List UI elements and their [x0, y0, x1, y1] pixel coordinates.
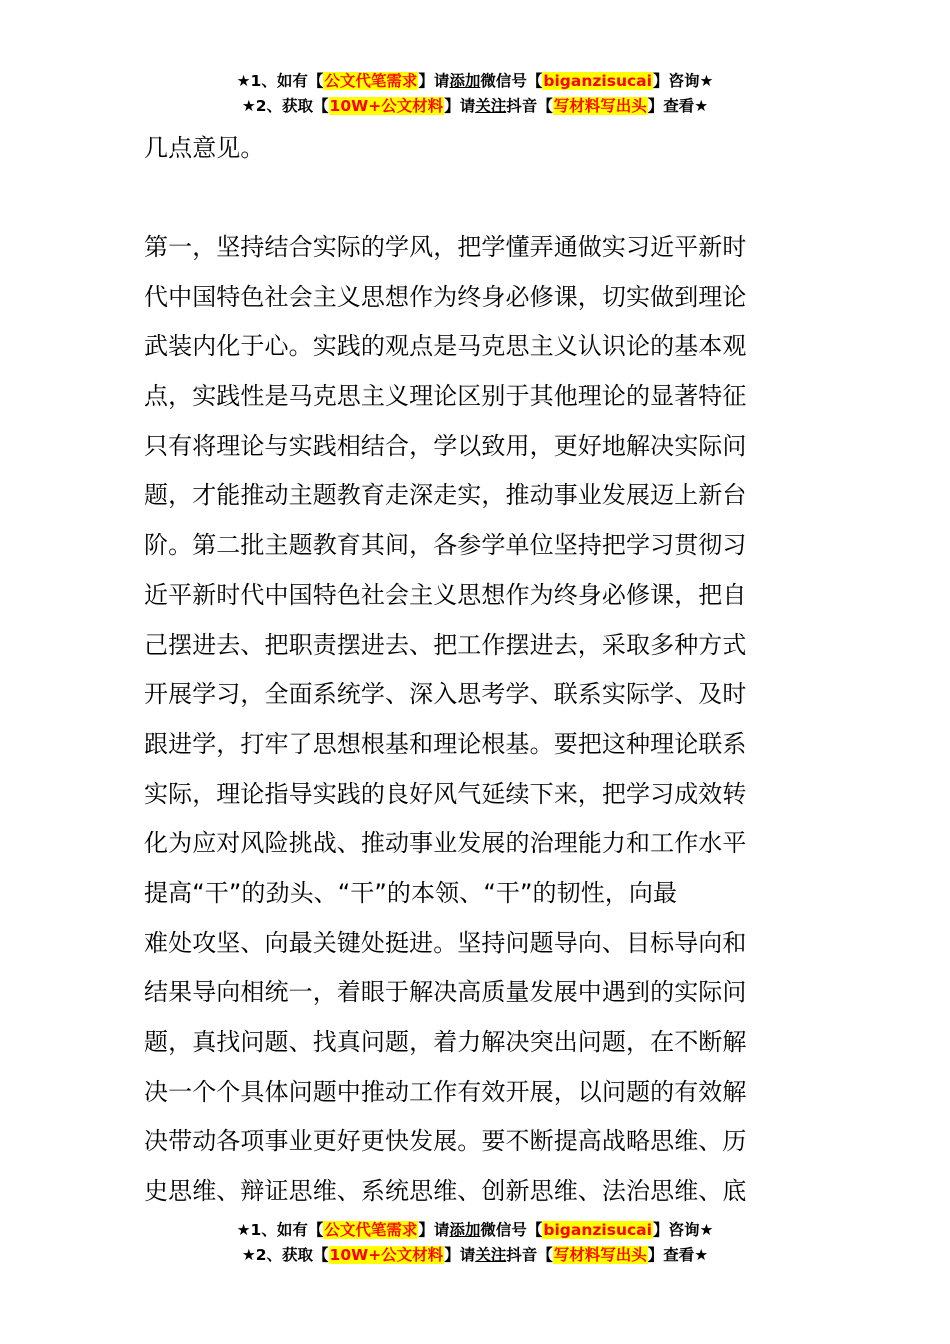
highlight-service: 公文代笔需求 — [324, 72, 418, 90]
text-line: 第一，坚持结合实际的学风，把学懂弄通做实习近平新时 — [144, 233, 747, 261]
highlight-wechat-id: biganzisucai — [543, 72, 652, 90]
text-line: 题，真找问题、找真问题，着力解决突出问题，在不断解 — [144, 1028, 747, 1056]
text-line: 结果导向相统一，着眼于解决高质量发展中遇到的实际问 — [144, 978, 747, 1007]
highlight-materials: 10W+公文材料 — [329, 97, 444, 115]
highlight-service: 公文代笔需求 — [324, 1221, 418, 1239]
text-line: 己摆进去、把职责摆进去、把工作摆进去，采取多种方式 — [144, 630, 747, 659]
text-line: 阶。第二批主题教育其间，各参学单位坚持把学习贯彻习 — [144, 531, 747, 560]
highlight-douyin-account: 写材料写出头 — [553, 97, 647, 115]
header-banner — [0, 69, 950, 119]
banner-line-2 — [0, 94, 950, 119]
underlined-word: 添加 — [449, 1221, 481, 1239]
banner-text: 】咨询★ — [652, 72, 714, 90]
banner-text: ★1、如有【 — [236, 1221, 324, 1239]
banner-text: 】请 — [444, 97, 476, 115]
banner-text: ★1、如有【 — [236, 72, 324, 90]
text-line: 提高“干”的劲头、“干”的本领、“干”的韧性，向最 — [144, 878, 678, 907]
text-line: 武装内化于心。实践的观点是马克思主义认识论的基本观 — [144, 332, 747, 361]
lead-line — [144, 124, 808, 174]
underlined-word: 关注 — [475, 1246, 507, 1264]
text-line: 实际，理论指导实践的良好风气延续下来，把学习成效转 — [144, 779, 747, 808]
banner-text: ★2、获取【 — [241, 1246, 329, 1264]
text-line: 史思维、辩证思维、系统思维、创新思维、法治思维、底 — [144, 1177, 747, 1206]
banner-text: 】请 — [444, 1246, 476, 1264]
banner-line-2 — [0, 1243, 950, 1268]
text-line: 只有将理论与实践相结合，学以致用，更好地解决实际问 — [144, 431, 747, 460]
footer-banner — [0, 1218, 950, 1268]
banner-text: 】请 — [418, 72, 450, 90]
text-line: 开展学习，全面系统学、深入思考学、联系实际学、及时 — [144, 680, 747, 709]
text-line: 题，才能推动主题教育走深走实，推动事业发展迈上新台 — [144, 481, 747, 510]
banner-text: 】请 — [418, 1221, 450, 1239]
text-line: 决带动各项事业更好更快发展。要不断提高战略思维、历 — [144, 1127, 747, 1156]
text-line: 代中国特色社会主义思想作为终身必修课，切实做到理论 — [144, 282, 747, 311]
text-line: 跟进学，打牢了思想根基和理论根基。要把这种理论联系 — [144, 729, 747, 758]
banner-line-1 — [0, 69, 950, 94]
banner-text: 】咨询★ — [652, 1221, 714, 1239]
text-line: 点，实践性是马克思主义理论区别于其他理论的显著特征 — [144, 382, 747, 411]
text-line: 决一个个具体问题中推动工作有效开展，以问题的有效解 — [144, 1077, 747, 1106]
text-line: 难处攻坚、向最关键处挺进。坚持问题导向、目标导向和 — [144, 928, 747, 957]
banner-text: 微信号【 — [480, 72, 543, 90]
underlined-word: 添加 — [449, 72, 481, 90]
banner-text: 】查看★ — [647, 1246, 709, 1264]
banner-line-1 — [0, 1218, 950, 1243]
highlight-douyin-account: 写材料写出头 — [553, 1246, 647, 1264]
text-line: 几点意见。 — [144, 134, 265, 162]
underlined-word: 关注 — [475, 97, 507, 115]
banner-text: 微信号【 — [480, 1221, 543, 1239]
banner-text: 抖音【 — [506, 1246, 553, 1264]
highlight-materials: 10W+公文材料 — [329, 1246, 444, 1264]
text-line: 近平新时代中国特色社会主义思想作为终身必修课，把自 — [144, 580, 747, 609]
banner-text: 抖音【 — [506, 97, 553, 115]
highlight-wechat-id: biganzisucai — [543, 1221, 652, 1239]
body-paragraph — [144, 223, 808, 1217]
banner-text: ★2、获取【 — [241, 97, 329, 115]
text-line: 化为应对风险挑战、推动事业发展的治理能力和工作水平 — [144, 829, 747, 858]
banner-text: 】查看★ — [647, 97, 709, 115]
